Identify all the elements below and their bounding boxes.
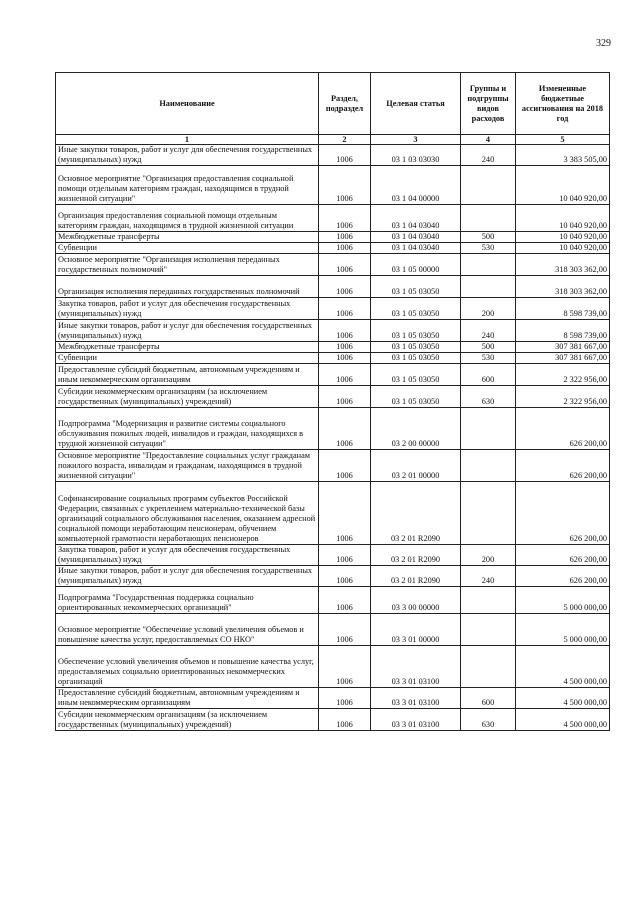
cell-group [461, 587, 516, 614]
cell-group: 240 [461, 145, 516, 166]
cell-amount: 318 303 362,00 [516, 276, 610, 298]
cell-section: 1006 [319, 145, 371, 166]
cell-group: 600 [461, 688, 516, 709]
cell-name: Субсидии некоммерческим организациям (за исключением государственных (муниципальных) учреждений) [56, 709, 319, 731]
cell-amount: 3 383 505,00 [516, 145, 610, 166]
cell-name: Предоставление субсидий бюджетным, автономным учреждениям и иным некоммерческим организациям [56, 364, 319, 386]
cell-amount: 626 200,00 [516, 545, 610, 566]
cell-section: 1006 [319, 320, 371, 342]
cell-section: 1006 [319, 276, 371, 298]
cell-amount: 2 322 956,00 [516, 386, 610, 408]
cell-section: 1006 [319, 545, 371, 566]
cell-section: 1006 [319, 450, 371, 482]
cell-name: Основное мероприятие "Организация предоставления социальной помощи отдельным категориям граждан, находящимся в трудной жизненной ситуации" [56, 166, 319, 205]
cell-amount: 626 200,00 [516, 566, 610, 587]
table-row [56, 342, 610, 353]
table-row [56, 232, 610, 243]
cell-amount: 8 598 739,00 [516, 298, 610, 320]
table-row [56, 587, 610, 614]
cell-name: Межбюджетные трансферты [56, 232, 319, 243]
cell-amount: 4 500 000,00 [516, 646, 610, 688]
cell-amount: 8 598 739,00 [516, 320, 610, 342]
cell-name: Обеспечение условий увеличения объемов и повышение качества услуг, предоставляемых социально ориентированных некоммерческих организаций [56, 646, 319, 688]
cell-section: 1006 [319, 688, 371, 709]
cell-name: Иные закупки товаров, работ и услуг для обеспечения государственных (муниципальных) нужд [56, 566, 319, 587]
cell-amount: 10 040 920,00 [516, 232, 610, 243]
cell-amount: 307 381 667,00 [516, 342, 610, 353]
cell-target: 03 2 01 R2090 [371, 545, 461, 566]
cell-target: 03 3 01 03100 [371, 688, 461, 709]
cell-group: 500 [461, 232, 516, 243]
cell-name: Субсидии некоммерческим организациям (за исключением государственных (муниципальных) учреждений) [56, 386, 319, 408]
cell-group: 530 [461, 353, 516, 364]
cell-name: Субвенции [56, 243, 319, 254]
cell-section: 1006 [319, 243, 371, 254]
cell-section: 1006 [319, 587, 371, 614]
cell-amount: 626 200,00 [516, 482, 610, 545]
cell-section: 1006 [319, 646, 371, 688]
cell-name: Иные закупки товаров, работ и услуг для обеспечения государственных (муниципальных) нужд [56, 320, 319, 342]
cell-amount: 10 040 920,00 [516, 205, 610, 232]
table-row [56, 386, 610, 408]
cell-target: 03 1 05 03050 [371, 353, 461, 364]
cell-name: Предоставление субсидий бюджетным, автономным учреждениям и иным некоммерческим организациям [56, 688, 319, 709]
cell-target: 03 2 01 00000 [371, 450, 461, 482]
cell-group [461, 166, 516, 205]
cell-group [461, 254, 516, 276]
header-groups: Группы и подгруппы видов расходов [461, 73, 516, 135]
cell-target: 03 1 05 03050 [371, 320, 461, 342]
cell-section: 1006 [319, 482, 371, 545]
cell-group: 200 [461, 545, 516, 566]
cell-name: Основное мероприятие "Предоставление социальных услуг гражданам пожилого возраста, инвалидам и гражданам, находящимся в трудной жизненной ситуации" [56, 450, 319, 482]
column-number: 1 [56, 135, 319, 145]
cell-name: Софинансирование социальных программ субъектов Российской Федерации, связанных с укреплением материально-технической базы организаций социального обслуживания населения, оказанием адресной социальной помощи неработающим пенсионерам, обучением компьютерной грамотности неработающих пенсионеров [56, 482, 319, 545]
column-number: 5 [516, 135, 610, 145]
cell-name: Основное мероприятие "Обеспечение условий увеличения объемов и повышение качества услуг, предоставляемых СО НКО" [56, 614, 319, 646]
cell-target: 03 1 03 03030 [371, 145, 461, 166]
cell-group [461, 482, 516, 545]
cell-group: 630 [461, 709, 516, 731]
cell-target: 03 1 05 00000 [371, 254, 461, 276]
table-row [56, 646, 610, 688]
cell-name: Межбюджетные трансферты [56, 342, 319, 353]
page-number: 329 [596, 38, 611, 49]
cell-target: 03 1 04 03040 [371, 205, 461, 232]
cell-section: 1006 [319, 166, 371, 205]
cell-target: 03 1 05 03050 [371, 298, 461, 320]
cell-section: 1006 [319, 298, 371, 320]
cell-section: 1006 [319, 614, 371, 646]
header-name: Наименование [56, 73, 319, 135]
cell-section: 1006 [319, 566, 371, 587]
cell-amount: 626 200,00 [516, 450, 610, 482]
cell-group [461, 450, 516, 482]
cell-group [461, 408, 516, 450]
cell-name: Закупка товаров, работ и услуг для обеспечения государственных (муниципальных) нужд [56, 298, 319, 320]
cell-target: 03 3 01 03100 [371, 709, 461, 731]
cell-name: Подпрограмма "Модернизация и развитие системы социального обслуживания пожилых людей, инвалидов и граждан, находящихся в трудной жизненной ситуации" [56, 408, 319, 450]
cell-amount: 4 500 000,00 [516, 709, 610, 731]
table-row [56, 205, 610, 232]
column-number-row [56, 135, 610, 145]
cell-group: 200 [461, 298, 516, 320]
cell-group: 240 [461, 320, 516, 342]
cell-name: Субвенции [56, 353, 319, 364]
cell-section: 1006 [319, 408, 371, 450]
cell-name: Подпрограмма "Государственная поддержка социально ориентированных некоммерческих организаций" [56, 587, 319, 614]
table-row [56, 545, 610, 566]
cell-section: 1006 [319, 386, 371, 408]
cell-name: Иные закупки товаров, работ и услуг для обеспечения государственных (муниципальных) нужд [56, 145, 319, 166]
cell-target: 03 3 01 00000 [371, 614, 461, 646]
cell-target: 03 1 05 03050 [371, 276, 461, 298]
table-row [56, 320, 610, 342]
header-section: Раздел, подраздел [319, 73, 371, 135]
cell-amount: 307 381 667,00 [516, 353, 610, 364]
column-number: 3 [371, 135, 461, 145]
budget-table [55, 72, 610, 731]
cell-group: 530 [461, 243, 516, 254]
table-row [56, 145, 610, 166]
header-amount: Измененные бюджетные ассигнования на 2018 год [516, 73, 610, 135]
cell-target: 03 1 05 03050 [371, 386, 461, 408]
column-number: 2 [319, 135, 371, 145]
cell-name: Закупка товаров, работ и услуг для обеспечения государственных (муниципальных) нужд [56, 545, 319, 566]
cell-group [461, 276, 516, 298]
cell-group [461, 614, 516, 646]
header-target: Целевая статья [371, 73, 461, 135]
table-row [56, 166, 610, 205]
cell-target: 03 1 05 03050 [371, 342, 461, 353]
cell-name: Организация предоставления социальной помощи отдельным категориям граждан, находящимся в трудной жизненной ситуации [56, 205, 319, 232]
cell-section: 1006 [319, 205, 371, 232]
table-row [56, 243, 610, 254]
cell-amount: 10 040 920,00 [516, 166, 610, 205]
cell-target: 03 2 01 R2090 [371, 566, 461, 587]
cell-target: 03 1 04 03040 [371, 243, 461, 254]
cell-section: 1006 [319, 364, 371, 386]
cell-amount: 5 000 000,00 [516, 587, 610, 614]
column-number: 4 [461, 135, 516, 145]
table-row [56, 353, 610, 364]
cell-target: 03 1 05 03050 [371, 364, 461, 386]
table-row [56, 450, 610, 482]
cell-amount: 4 500 000,00 [516, 688, 610, 709]
cell-name: Организация исполнения переданных государственных полномочий [56, 276, 319, 298]
cell-amount: 626 200,00 [516, 408, 610, 450]
cell-name: Основное мероприятие "Организация исполнения переданных государственных полномочий" [56, 254, 319, 276]
cell-target: 03 3 00 00000 [371, 587, 461, 614]
cell-target: 03 3 01 03100 [371, 646, 461, 688]
cell-group: 240 [461, 566, 516, 587]
table-row [56, 276, 610, 298]
cell-section: 1006 [319, 353, 371, 364]
cell-amount: 5 000 000,00 [516, 614, 610, 646]
cell-target: 03 2 01 R2090 [371, 482, 461, 545]
table-row [56, 482, 610, 545]
cell-section: 1006 [319, 342, 371, 353]
table-row [56, 298, 610, 320]
table-row [56, 254, 610, 276]
table-row [56, 688, 610, 709]
cell-group [461, 205, 516, 232]
cell-target: 03 2 00 00000 [371, 408, 461, 450]
cell-section: 1006 [319, 254, 371, 276]
cell-amount: 10 040 920,00 [516, 243, 610, 254]
table-row [56, 614, 610, 646]
cell-group: 600 [461, 364, 516, 386]
table-body [56, 145, 610, 731]
cell-target: 03 1 04 03040 [371, 232, 461, 243]
cell-group: 500 [461, 342, 516, 353]
cell-group [461, 646, 516, 688]
table-row [56, 709, 610, 731]
table-row [56, 364, 610, 386]
cell-section: 1006 [319, 232, 371, 243]
cell-section: 1006 [319, 709, 371, 731]
cell-target: 03 1 04 00000 [371, 166, 461, 205]
table-row [56, 408, 610, 450]
cell-amount: 318 303 362,00 [516, 254, 610, 276]
table-row [56, 566, 610, 587]
cell-amount: 2 322 956,00 [516, 364, 610, 386]
cell-group: 630 [461, 386, 516, 408]
